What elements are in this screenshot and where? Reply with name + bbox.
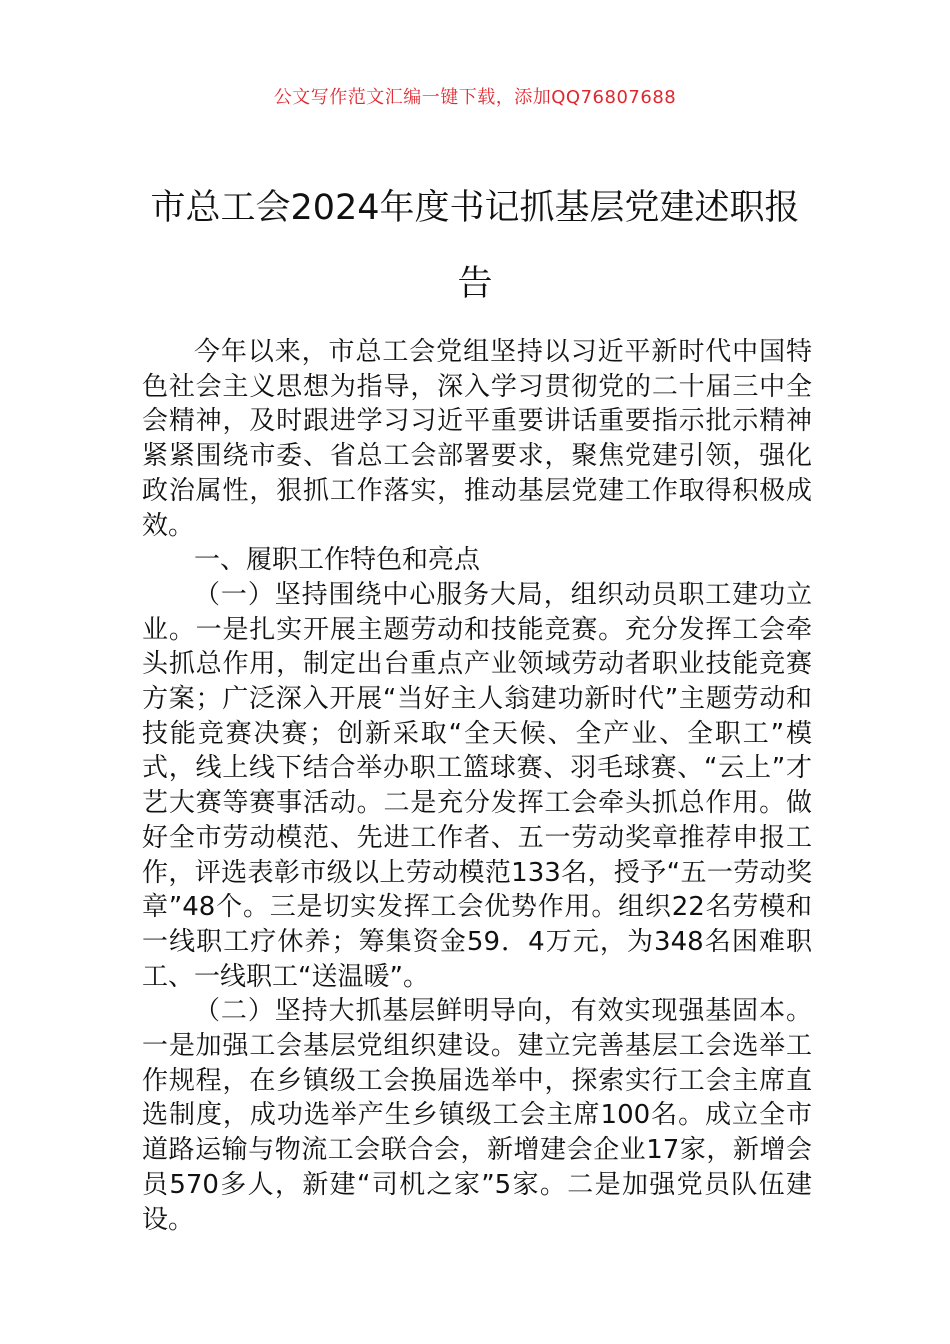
document-title: 市总工会2024年度书记抓基层党建述职报告 <box>150 188 800 304</box>
header-note: 公文写作范文汇编一键下载，添加QQ76807688 <box>273 87 677 108</box>
section-heading: 一、履职工作特色和亮点 <box>194 545 481 576</box>
intro-paragraph: 今年以来，市总工会党组坚持以习近平新时代中国特色社会主义思想为指导，深入学习贯彻党的二十届三中全会精神，及时跟进学习习近平重要讲话重要指示批示精神紧紧围绕市委、省总工会部署要求，聚焦党建引领，强化政治属性，狠抓工作落实，推动基层党建工作取得积极成效。 <box>142 337 812 541</box>
body-paragraph: （一）坚持围绕中心服务大局，组织动员职工建功立业。一是扎实开展主题劳动和技能竞赛。充分发挥工会牵头抓总作用，制定出台重点产业领域劳动者职业技能竞赛方案；广泛深入开展“当好主人翁建功新时代”主题劳动和技能竞赛决赛；创新采取“全天候、全产业、全职工”模式，线上线下结合举办职工篮球赛、羽毛球赛、“云上”才艺大赛等赛事活动。二是充分发挥工会牵头抓总作用。做好全市劳动模范、先进工作者、五一劳动奖章推荐申报工作，评选表彰市级以上劳动模范133名，授予“五一劳动奖章”48个。三是切实发挥工会优势作用。组织22名劳模和一线职工疗休养；筹集资金59．4万元，为348名困难职工、一线职工“送温暖”。 <box>142 579 812 992</box>
body-paragraph: （二）坚持大抓基层鲜明导向，有效实现强基固本。一是加强工会基层党组织建设。建立完善基层工会选举工作规程，在乡镇级工会换届选举中，探索实行工会主席直选制度，成功选举产生乡镇级工会主席100名。成立全市道路运输与物流工会联合会，新增建会企业17家，新增会员570多人，新建“司机之家”5家。二是加强党员队伍建设。 <box>142 996 812 1235</box>
document-body <box>142 335 812 1237</box>
